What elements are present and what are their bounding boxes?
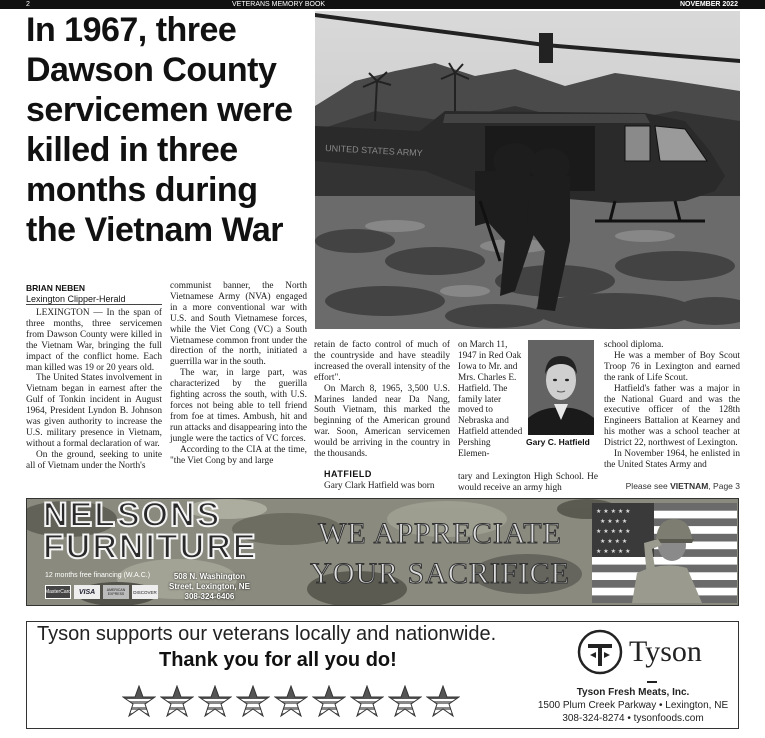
tyson-contact-block [527, 686, 739, 725]
tyson-wordmark: Tyson [629, 635, 702, 668]
svg-text:★ ★ ★ ★ ★: ★ ★ ★ ★ ★ [596, 528, 631, 535]
paragraph: on March 11, 1947 in Red Oak Iowa to Mr. and Mrs. Charles E. Hatfield. The family later moved to Nebraska and Hatfield attended Pershing Elemen- [458, 340, 523, 460]
nelsons-furniture-ad [26, 498, 739, 606]
financing-note: 12 months free financing (W.A.C.) [45, 572, 151, 579]
flag-star-icon [350, 685, 384, 719]
article-column-1 [26, 308, 162, 472]
star-row [122, 685, 460, 719]
tyson-company-name: Tyson Fresh Meats, Inc. [576, 687, 690, 698]
page-number: 2 [26, 1, 30, 8]
nelsons-wordmark: NELSONS FURNITURE [43, 498, 258, 566]
helicopter-photo [315, 11, 740, 329]
article-column-3 [314, 340, 450, 460]
flag-star-icon [122, 685, 156, 719]
section-name: VETERANS MEMORY BOOK [232, 1, 326, 8]
svg-text:★ ★ ★ ★: ★ ★ ★ ★ [600, 518, 628, 525]
discover-icon: DISCOVER [132, 585, 158, 599]
tyson-emblem-icon [577, 629, 623, 675]
flag-star-icon [312, 685, 346, 719]
flag-star-icon [160, 685, 194, 719]
paragraph: On the ground, seeking to unite all of Vietnam under the North's [26, 449, 162, 471]
tyson-address: 1500 Plum Creek Parkway • Lexington, NE [537, 700, 729, 711]
issue-date: NOVEMBER 2022 [680, 1, 738, 8]
section-subhead: HATFIELD [324, 469, 372, 479]
paragraph: The war, in large part, was characterized by the guerilla fighting across the south, with U.S. forces not being able to tell friend from foe at times. Ambush, hit and run attacks and disappearing into the jungle were the tactics of VC forces. [170, 368, 307, 444]
paragraph: communist banner, the North Vietnamese Army (NVA) engaged in a more conventional war with U.S. and South Vietnamese forces, while the Viet Cong (VC) a South Vietnamese common front under the direction of the north, initiated a guerrilla war in the south. [170, 281, 307, 368]
continuation-keyword: VIETNAM [670, 481, 709, 491]
helicopter-marking-text: UNITED STATES ARMY [324, 143, 423, 159]
continuation-note: Please see VIETNAM, Page 3 [625, 481, 740, 491]
visa-icon: VISA [74, 585, 100, 599]
article-column-4 [458, 340, 524, 460]
tyson-ad-headline: Tyson supports our veterans locally and nationwide. [37, 623, 497, 645]
appreciation-message: WE APPRECIATE YOUR SACRIFICE [310, 517, 570, 590]
tyson-logo [577, 625, 727, 685]
paragraph: According to the CIA at the time, "the Viet Cong by and large [170, 444, 307, 466]
portrait-caption: Gary C. Hatfield [526, 437, 590, 447]
paragraph: He was a member of Boy Scout Troop 76 in Lexington and earned the rank of Life Scout. [604, 350, 740, 383]
tyson-phone-web: 308-324-8274 • tysonfoods.com [562, 713, 704, 724]
paragraph: tary and Lexington High School. He would receive an army high [458, 472, 598, 493]
saluting-soldier-flag-illustration [592, 503, 737, 603]
byline-author: BRIAN NEBEN [26, 283, 86, 293]
flag-star-icon [236, 685, 270, 719]
paragraph: Gary Clark Hatfield was born [324, 481, 435, 491]
article-column-3-continued [314, 481, 450, 492]
tyson-ad-thanks: Thank you for all you do! [159, 649, 397, 671]
flag-star-icon [388, 685, 422, 719]
page-header-bar [0, 0, 765, 9]
article-column-4-bottom [458, 472, 598, 494]
byline-publication: Lexington Clipper-Herald [26, 294, 126, 304]
paragraph: The United States involvement in Vietnam began in earnest after the Gulf of Tonkin incident in August 1964, President Lyndon B. Johnson was given authority to increase the U.S. military presence in Vietnam, without a formal declaration of war. [26, 373, 162, 449]
paragraph: In November 1964, he enlisted in the United States Army and [604, 449, 740, 470]
payment-card-logos [45, 585, 158, 599]
svg-text:★ ★ ★ ★ ★: ★ ★ ★ ★ ★ [596, 508, 631, 515]
byline-divider [26, 304, 162, 305]
amex-icon: AMERICAN EXPRESS [103, 585, 129, 599]
paragraph: Hatfield's father was a major in the National Guard and was the executive officer of the 128th Engineers Battalion at Kearney and his mother was a school teacher at District 22, northwest of Lexington. [604, 383, 740, 449]
paragraph: retain de facto control of much of the countryside and have steadily increased the overall intensity of the effort". [314, 340, 450, 383]
paragraph: LEXINGTON — In the span of three months, three servicemen from Dawson County were killed in the Vietnam War, bringing the full impact of the conflict home. Each man killed was 19 or 20 years old. [26, 308, 162, 373]
nelsons-address: 508 N. Washington Street, Lexington, NE 308-324-6406 [169, 572, 250, 601]
mastercard-icon: MasterCard [45, 585, 71, 599]
flag-star-icon [426, 685, 460, 719]
svg-text:★ ★ ★ ★: ★ ★ ★ ★ [600, 538, 628, 545]
svg-text:★ ★ ★ ★ ★: ★ ★ ★ ★ ★ [596, 548, 631, 555]
logo-divider [647, 681, 657, 683]
article-column-5 [604, 340, 740, 471]
flag-star-icon [198, 685, 232, 719]
portrait-photo [528, 340, 594, 435]
paragraph: school diploma. [604, 340, 664, 350]
article-headline: In 1967, three Dawson County servicemen were killed in three months during the Vietnam War [26, 11, 293, 249]
paragraph: On March 8, 1965, 3,500 U.S. Marines landed near Da Nang, South Vietnam, this marked the beginning of the American ground war. Soon, American servicemen would be arriving in the country in the thousands. [314, 383, 450, 460]
article-column-2 [170, 281, 307, 466]
flag-star-icon [274, 685, 308, 719]
tyson-ad [26, 621, 739, 729]
